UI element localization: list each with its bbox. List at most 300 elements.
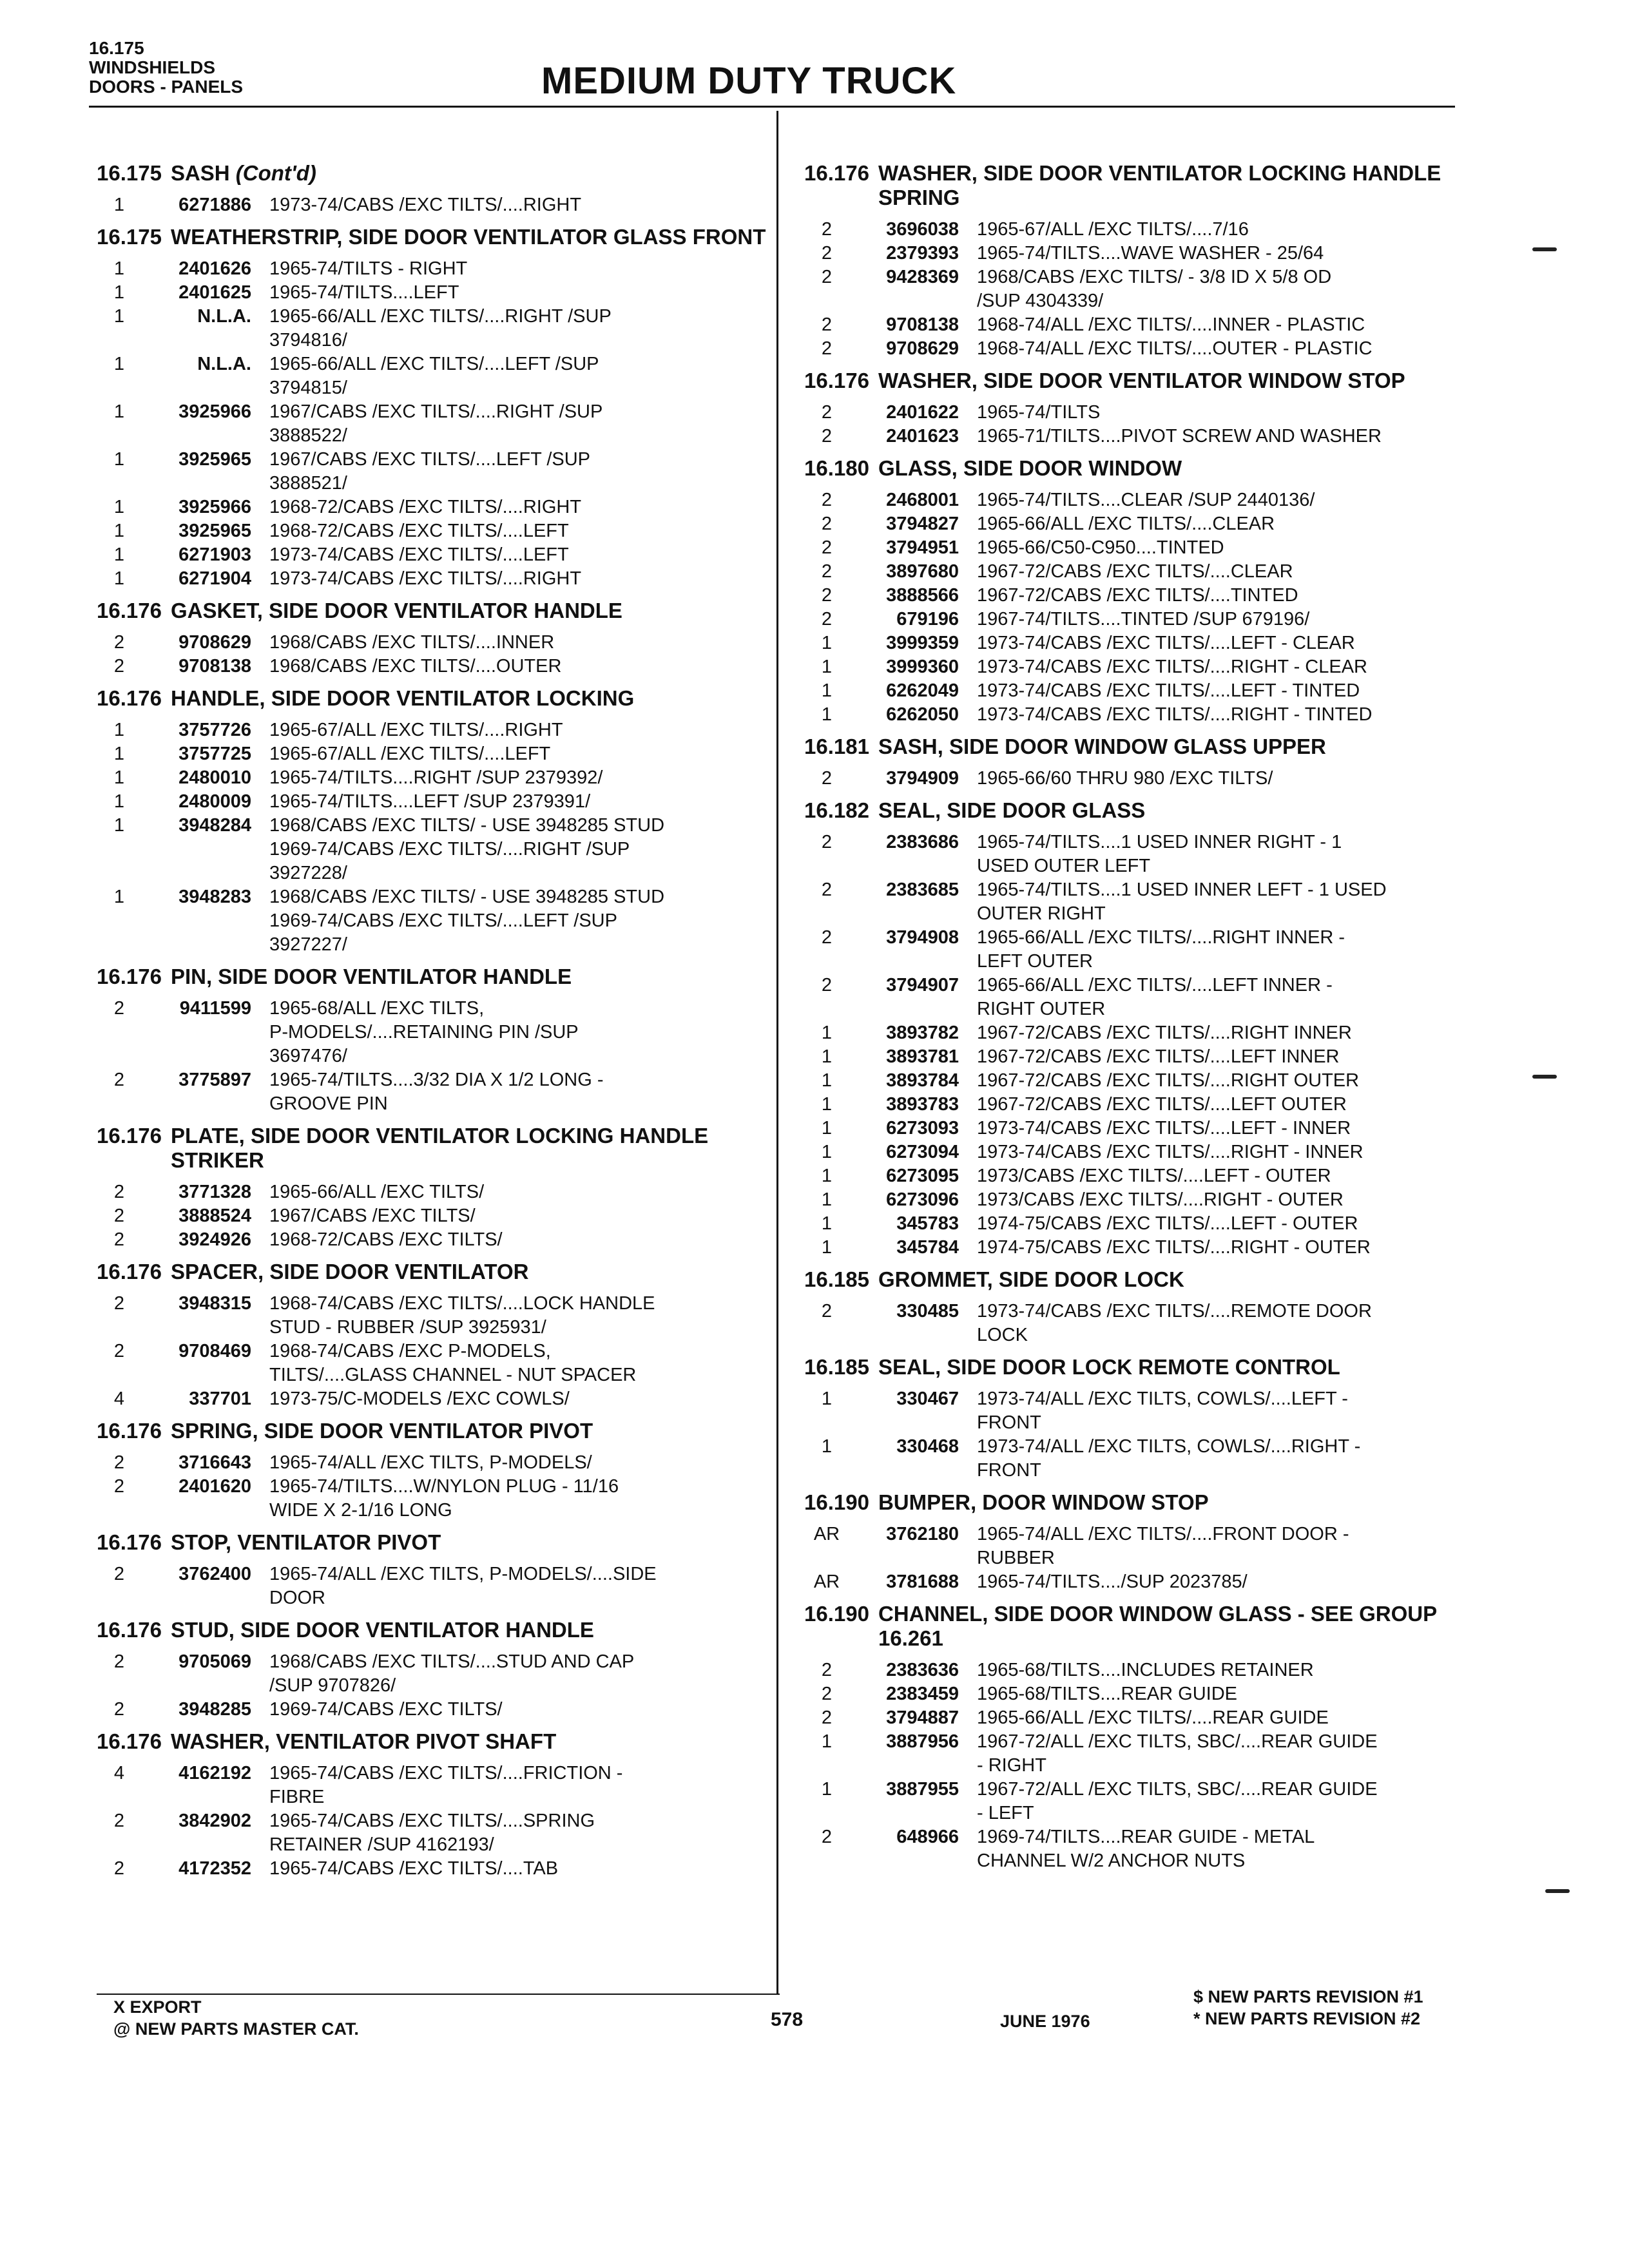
part-quantity: 2 xyxy=(821,585,833,606)
part-row xyxy=(97,1387,767,1411)
part-description xyxy=(977,337,1468,361)
part-description xyxy=(269,1809,767,1857)
part-number: 6273094 xyxy=(886,1142,959,1162)
part-quantity: 1 xyxy=(821,1046,833,1067)
part-description xyxy=(977,831,1468,878)
part-row xyxy=(804,1188,1468,1212)
page-title: MEDIUM DUTY TRUCK xyxy=(541,60,957,102)
section-title-text: STUD, SIDE DOOR VENTILATOR HANDLE xyxy=(170,1618,594,1642)
part-number: 330485 xyxy=(896,1301,959,1321)
part-row xyxy=(97,400,767,448)
parts-section xyxy=(97,1530,767,1610)
parts-section xyxy=(804,161,1468,361)
part-quantity: 2 xyxy=(113,656,125,677)
description-line: 1965-66/ALL /EXC TILTS/....RIGHT INNER - xyxy=(977,927,1345,948)
description-line: 1965-71/TILTS....PIVOT SCREW AND WASHER xyxy=(977,426,1382,447)
part-quantity: 2 xyxy=(821,267,833,287)
part-description xyxy=(977,679,1468,703)
part-description xyxy=(977,560,1468,584)
part-quantity: 2 xyxy=(821,832,833,852)
part-description xyxy=(269,305,767,352)
section-heading xyxy=(97,1530,767,1555)
description-line: 3794815/ xyxy=(269,378,347,398)
part-number: 3925966 xyxy=(178,401,251,422)
part-description xyxy=(977,1387,1468,1435)
section-title-text: WASHER, SIDE DOOR VENTILATOR WINDOW STOP xyxy=(878,369,1405,392)
part-row xyxy=(804,1117,1468,1140)
part-row xyxy=(97,305,767,352)
part-row xyxy=(804,608,1468,631)
section-title xyxy=(878,369,1468,393)
section-title-text: SASH, SIDE DOOR WINDOW GLASS UPPER xyxy=(878,735,1326,758)
section-title xyxy=(171,225,767,249)
section-title-text: PIN, SIDE DOOR VENTILATOR HANDLE xyxy=(170,965,572,988)
section-title-text: GASKET, SIDE DOOR VENTILATOR HANDLE xyxy=(170,599,622,622)
description-line: 1973-74/CABS /EXC TILTS/....RIGHT xyxy=(269,195,582,215)
part-description xyxy=(977,1435,1468,1483)
part-number: 3897680 xyxy=(886,561,959,582)
part-description xyxy=(977,1523,1468,1570)
part-number: 9411599 xyxy=(179,998,251,1019)
part-description xyxy=(977,655,1468,679)
description-line: 1965-74/TILTS....RIGHT /SUP 2379392/ xyxy=(269,767,603,788)
part-description xyxy=(269,790,767,814)
part-number: 2383686 xyxy=(886,832,959,852)
part-description xyxy=(269,543,767,567)
description-line: 1968-74/CABS /EXC TILTS/....LOCK HANDLE xyxy=(269,1293,655,1314)
part-row xyxy=(804,1236,1468,1260)
part-quantity: 1 xyxy=(821,1779,833,1800)
description-line: 1967/CABS /EXC TILTS/ xyxy=(269,1206,476,1226)
part-number: 2468001 xyxy=(886,490,959,510)
section-heading xyxy=(804,161,1468,210)
part-quantity: 2 xyxy=(821,402,833,423)
part-quantity: 1 xyxy=(821,704,833,725)
part-quantity: 2 xyxy=(821,426,833,447)
part-row xyxy=(804,1682,1468,1706)
part-row xyxy=(97,543,767,567)
section-title xyxy=(878,456,1468,481)
part-row xyxy=(804,1045,1468,1069)
description-line: 1965-74/TILTS....WAVE WASHER - 25/64 xyxy=(977,243,1324,264)
part-description xyxy=(977,767,1468,791)
description-line: P-MODELS/....RETAINING PIN /SUP xyxy=(269,1022,579,1043)
part-description xyxy=(977,1069,1468,1093)
description-line: 3794816/ xyxy=(269,330,347,351)
part-row xyxy=(804,488,1468,512)
section-code: 16.176 xyxy=(804,369,869,392)
description-line: RETAINER /SUP 4162193/ xyxy=(269,1834,494,1855)
part-description xyxy=(977,1730,1468,1778)
part-number: 9708469 xyxy=(178,1341,251,1361)
description-line: 1965-74/CABS /EXC TILTS/....TAB xyxy=(269,1858,559,1879)
part-quantity: 2 xyxy=(821,537,833,558)
section-title xyxy=(878,798,1468,823)
section-title xyxy=(171,686,767,711)
part-row xyxy=(97,1180,767,1204)
description-line: 1974-75/CABS /EXC TILTS/....LEFT - OUTER xyxy=(977,1213,1358,1234)
section-heading xyxy=(804,369,1468,393)
column-divider xyxy=(776,111,778,1994)
description-line: 1973-74/CABS /EXC TILTS/....RIGHT - TINTED xyxy=(977,704,1373,725)
part-number: 3716643 xyxy=(178,1452,251,1473)
description-line: 1968/CABS /EXC TILTS/ - 3/8 ID X 5/8 OD xyxy=(977,267,1332,287)
description-line: 1965-68/ALL /EXC TILTS, xyxy=(269,998,485,1019)
description-line: 1967-72/CABS /EXC TILTS/....RIGHT OUTER xyxy=(977,1070,1360,1091)
parts-section xyxy=(97,1618,767,1722)
header-line: WINDSHIELDS xyxy=(89,57,215,77)
part-number: 2401623 xyxy=(886,426,959,447)
section-heading xyxy=(804,1602,1468,1651)
part-number: 3794908 xyxy=(886,927,959,948)
part-description xyxy=(977,1021,1468,1045)
section-heading xyxy=(97,1729,767,1754)
section-title-text: SPACER, SIDE DOOR VENTILATOR xyxy=(170,1260,529,1283)
part-description xyxy=(977,631,1468,655)
part-number: 4162192 xyxy=(178,1763,251,1783)
description-line: 1965-74/ALL /EXC TILTS, P-MODELS/ xyxy=(269,1452,592,1473)
section-title-text: PLATE, SIDE DOOR VENTILATOR LOCKING HANDLE STRIKER xyxy=(170,1124,709,1172)
part-quantity: 2 xyxy=(113,1699,125,1720)
part-number: 3842902 xyxy=(178,1811,251,1831)
section-heading xyxy=(804,1267,1468,1292)
footer-divider xyxy=(97,1994,780,1995)
parts-section xyxy=(97,686,767,957)
part-row xyxy=(97,742,767,766)
section-code: 16.190 xyxy=(804,1602,869,1626)
part-quantity: 2 xyxy=(821,514,833,534)
part-row xyxy=(804,401,1468,425)
part-number: 3794827 xyxy=(886,514,959,534)
part-number: 6262049 xyxy=(886,680,959,701)
part-row xyxy=(804,767,1468,791)
description-line: 3697476/ xyxy=(269,1046,347,1066)
part-number: 3887955 xyxy=(886,1779,959,1800)
description-line: 1968-72/CABS /EXC TILTS/....LEFT xyxy=(269,521,569,541)
part-quantity: 1 xyxy=(113,744,125,764)
part-description xyxy=(977,1706,1468,1730)
part-number: 3893783 xyxy=(886,1094,959,1115)
description-line: 1968-72/CABS /EXC TILTS/ xyxy=(269,1229,503,1250)
part-quantity: 2 xyxy=(821,561,833,582)
part-number: 3696038 xyxy=(886,219,959,240)
part-quantity: 2 xyxy=(821,314,833,335)
description-line: 1965-74/TILTS....LEFT xyxy=(269,282,459,303)
part-row xyxy=(804,1778,1468,1825)
part-quantity: 1 xyxy=(113,568,125,589)
part-row xyxy=(804,1658,1468,1682)
description-line: - RIGHT xyxy=(977,1755,1046,1776)
part-number: N.L.A. xyxy=(197,354,251,374)
part-description xyxy=(977,1825,1468,1873)
part-row xyxy=(804,1212,1468,1236)
part-quantity: 2 xyxy=(113,998,125,1019)
part-quantity: 1 xyxy=(821,680,833,701)
part-number: 3888524 xyxy=(178,1206,251,1226)
part-description xyxy=(977,974,1468,1021)
part-row xyxy=(804,512,1468,536)
description-line: 3888521/ xyxy=(269,473,347,494)
part-row xyxy=(804,1300,1468,1347)
part-row xyxy=(97,281,767,305)
part-description xyxy=(269,1180,767,1204)
section-title xyxy=(878,161,1468,210)
part-quantity: 2 xyxy=(821,1660,833,1680)
part-row xyxy=(97,567,767,591)
description-line: 3927227/ xyxy=(269,934,347,955)
part-quantity: 1 xyxy=(821,1166,833,1186)
parts-section xyxy=(804,369,1468,448)
description-line: GROOVE PIN xyxy=(269,1093,388,1114)
part-row xyxy=(97,718,767,742)
description-line: 1974-75/CABS /EXC TILTS/....RIGHT - OUTER xyxy=(977,1237,1371,1258)
part-number: 3999359 xyxy=(886,633,959,653)
part-quantity: 1 xyxy=(113,401,125,422)
parts-section xyxy=(97,1729,767,1881)
part-description xyxy=(977,926,1468,974)
part-row xyxy=(804,1435,1468,1483)
part-quantity: 2 xyxy=(113,1293,125,1314)
header-section-label xyxy=(89,39,243,97)
description-line: CHANNEL W/2 ANCHOR NUTS xyxy=(977,1850,1246,1871)
part-quantity: 1 xyxy=(113,887,125,907)
footer-legend-right xyxy=(1193,1986,1423,2030)
part-description xyxy=(269,193,767,217)
section-title-text: SEAL, SIDE DOOR LOCK REMOTE CONTROL xyxy=(878,1355,1340,1379)
section-code: 16.175 xyxy=(97,161,162,185)
part-row xyxy=(804,878,1468,926)
part-row xyxy=(804,1730,1468,1778)
section-code: 16.176 xyxy=(804,161,869,185)
part-description xyxy=(269,448,767,495)
part-number: 3887956 xyxy=(886,1731,959,1752)
part-quantity: 1 xyxy=(113,497,125,517)
part-row xyxy=(97,495,767,519)
part-quantity: 1 xyxy=(821,1213,833,1234)
footer-revision-2: * NEW PARTS REVISION #2 xyxy=(1193,2009,1421,2028)
part-number: 3893782 xyxy=(886,1023,959,1043)
section-title xyxy=(171,965,767,989)
part-row xyxy=(97,1698,767,1722)
description-line: 1973-74/CABS /EXC TILTS/....LEFT - TINTED xyxy=(977,680,1360,701)
part-quantity: 2 xyxy=(821,1827,833,1847)
parts-section xyxy=(804,456,1468,727)
section-title xyxy=(878,1355,1468,1379)
part-description xyxy=(977,313,1468,337)
section-title-text: SEAL, SIDE DOOR GLASS xyxy=(878,798,1146,822)
margin-mark xyxy=(1532,1075,1557,1079)
part-quantity: 1 xyxy=(821,1094,833,1115)
part-description xyxy=(269,257,767,281)
part-description xyxy=(977,1093,1468,1117)
description-line: 3927228/ xyxy=(269,863,347,883)
part-quantity: 1 xyxy=(113,815,125,836)
section-code: 16.190 xyxy=(804,1490,869,1514)
right-column xyxy=(804,161,1468,1881)
description-line: 1965-74/CABS /EXC TILTS/....SPRING xyxy=(269,1811,595,1831)
part-row xyxy=(804,584,1468,608)
part-quantity: 1 xyxy=(113,282,125,303)
description-line: 1965-67/ALL /EXC TILTS/....RIGHT xyxy=(269,720,563,740)
part-row xyxy=(97,885,767,957)
part-number: 3893784 xyxy=(886,1070,959,1091)
description-line: 1965-74/TILTS xyxy=(977,402,1101,423)
part-quantity: 1 xyxy=(821,633,833,653)
description-line: DOOR xyxy=(269,1588,325,1608)
description-line: 1965-74/ALL /EXC TILTS, P-MODELS/....SIDE xyxy=(269,1564,657,1584)
parts-section xyxy=(97,1419,767,1523)
part-quantity: 2 xyxy=(821,927,833,948)
continued-note: (Cont'd) xyxy=(235,161,316,185)
part-row xyxy=(804,1021,1468,1045)
parts-section xyxy=(97,1260,767,1411)
part-quantity: 2 xyxy=(821,219,833,240)
description-line: 1965-66/C50-C950....TINTED xyxy=(977,537,1224,558)
section-code: 16.175 xyxy=(97,225,162,249)
section-title xyxy=(878,1602,1468,1651)
part-description xyxy=(977,1045,1468,1069)
parts-section xyxy=(97,965,767,1116)
section-title xyxy=(171,1419,767,1443)
part-number: 4172352 xyxy=(178,1858,251,1879)
part-number: 2401625 xyxy=(178,282,251,303)
description-line: 1967/CABS /EXC TILTS/....RIGHT /SUP xyxy=(269,401,603,422)
part-row xyxy=(97,1857,767,1881)
part-row xyxy=(804,1093,1468,1117)
description-line: 1969-74/TILTS....REAR GUIDE - METAL xyxy=(977,1827,1315,1847)
part-number: 3762400 xyxy=(178,1564,251,1584)
section-title-text: WEATHERSTRIP, SIDE DOOR VENTILATOR GLASS FRONT xyxy=(170,225,766,249)
part-number: 6273095 xyxy=(886,1166,959,1186)
description-line: 1968/CABS /EXC TILTS/ - USE 3948285 STUD xyxy=(269,887,665,907)
description-line: FRONT xyxy=(977,1412,1041,1433)
part-row xyxy=(97,631,767,655)
section-code: 16.176 xyxy=(97,1729,162,1753)
description-line: 1967-72/CABS /EXC TILTS/....TINTED xyxy=(977,585,1298,606)
section-code: 16.176 xyxy=(97,1260,162,1283)
part-row xyxy=(97,997,767,1068)
description-line: 1968-74/CABS /EXC P-MODELS, xyxy=(269,1341,551,1361)
part-description xyxy=(269,1340,767,1387)
parts-section xyxy=(804,1355,1468,1483)
part-number: 337701 xyxy=(189,1389,251,1409)
part-row xyxy=(97,257,767,281)
margin-mark xyxy=(1545,1889,1570,1893)
part-number: 679196 xyxy=(896,609,959,629)
part-quantity: 2 xyxy=(821,1301,833,1321)
part-number: 3925966 xyxy=(178,497,251,517)
description-line: 1973-75/C-MODELS /EXC COWLS/ xyxy=(269,1389,570,1409)
part-row xyxy=(804,1164,1468,1188)
part-quantity: 1 xyxy=(821,1389,833,1409)
part-number: 3893781 xyxy=(886,1046,959,1067)
part-number: 3948284 xyxy=(178,815,251,836)
part-row xyxy=(97,1562,767,1610)
description-line: 1969-74/CABS /EXC TILTS/....LEFT /SUP xyxy=(269,910,617,931)
description-line: 1965-74/TILTS - RIGHT xyxy=(269,258,468,279)
part-row xyxy=(804,425,1468,448)
part-row xyxy=(804,1523,1468,1570)
part-row xyxy=(804,703,1468,727)
description-line: 1968-74/ALL /EXC TILTS/....INNER - PLASTIC xyxy=(977,314,1365,335)
part-quantity: 1 xyxy=(821,1142,833,1162)
section-code: 16.176 xyxy=(97,599,162,622)
description-line: 1967-72/CABS /EXC TILTS/....CLEAR xyxy=(977,561,1293,582)
part-description xyxy=(977,1140,1468,1164)
header-divider xyxy=(89,106,1455,108)
part-quantity: 1 xyxy=(821,1118,833,1139)
description-line: 1965-68/TILTS....REAR GUIDE xyxy=(977,1684,1237,1704)
part-row xyxy=(97,766,767,790)
part-number: 2379393 xyxy=(886,243,959,264)
part-row xyxy=(97,352,767,400)
part-row xyxy=(804,679,1468,703)
page-number: 578 xyxy=(771,2009,804,2030)
part-description xyxy=(977,608,1468,631)
part-number: 2383459 xyxy=(886,1684,959,1704)
section-heading xyxy=(804,456,1468,481)
description-line: 1973-74/CABS /EXC TILTS/....REMOTE DOOR xyxy=(977,1301,1372,1321)
part-quantity: 2 xyxy=(113,1858,125,1879)
section-code: 16.176 xyxy=(97,1124,162,1148)
part-row xyxy=(804,1140,1468,1164)
part-quantity: 2 xyxy=(821,1707,833,1728)
description-line: 1965-66/60 THRU 980 /EXC TILTS/ xyxy=(977,768,1273,789)
section-heading xyxy=(804,1355,1468,1379)
part-quantity: 2 xyxy=(113,1564,125,1584)
left-column xyxy=(97,161,767,1888)
description-line: 1967-72/ALL /EXC TILTS, SBC/....REAR GUIDE xyxy=(977,1731,1378,1752)
parts-section xyxy=(97,1124,767,1252)
part-quantity: 1 xyxy=(113,544,125,565)
part-row xyxy=(97,1228,767,1252)
description-line: 1965-66/ALL /EXC TILTS/....CLEAR xyxy=(977,514,1275,534)
description-line: 1965-67/ALL /EXC TILTS/....7/16 xyxy=(977,219,1249,240)
margin-mark xyxy=(1532,247,1557,251)
part-description xyxy=(977,1300,1468,1347)
part-description xyxy=(977,1236,1468,1260)
part-row xyxy=(804,536,1468,560)
part-number: 6262050 xyxy=(886,704,959,725)
part-description xyxy=(977,1164,1468,1188)
part-quantity: 1 xyxy=(821,1070,833,1091)
part-number: 9708138 xyxy=(886,314,959,335)
part-row xyxy=(97,655,767,678)
part-number: 3775897 xyxy=(178,1070,251,1090)
part-description xyxy=(269,1698,767,1722)
part-row xyxy=(804,1825,1468,1873)
part-quantity: 1 xyxy=(113,720,125,740)
section-heading xyxy=(804,798,1468,823)
parts-section xyxy=(97,161,767,217)
description-line: 1973-74/CABS /EXC TILTS/....RIGHT xyxy=(269,568,582,589)
part-number: 9705069 xyxy=(178,1651,251,1672)
description-line: 1973-74/CABS /EXC TILTS/....LEFT - CLEAR xyxy=(977,633,1355,653)
part-row xyxy=(97,1340,767,1387)
part-description xyxy=(269,631,767,655)
section-heading xyxy=(804,735,1468,759)
part-number: 3948285 xyxy=(178,1699,251,1720)
description-line: 1965-66/ALL /EXC TILTS/....REAR GUIDE xyxy=(977,1707,1329,1728)
part-number: 2480009 xyxy=(178,791,251,812)
section-heading xyxy=(97,1419,767,1443)
part-row xyxy=(804,1570,1468,1594)
section-title xyxy=(171,1124,767,1173)
description-line: RIGHT OUTER xyxy=(977,999,1106,1019)
section-title-text: GLASS, SIDE DOOR WINDOW xyxy=(878,456,1182,480)
part-description xyxy=(977,703,1468,727)
part-number: 3948283 xyxy=(178,887,251,907)
